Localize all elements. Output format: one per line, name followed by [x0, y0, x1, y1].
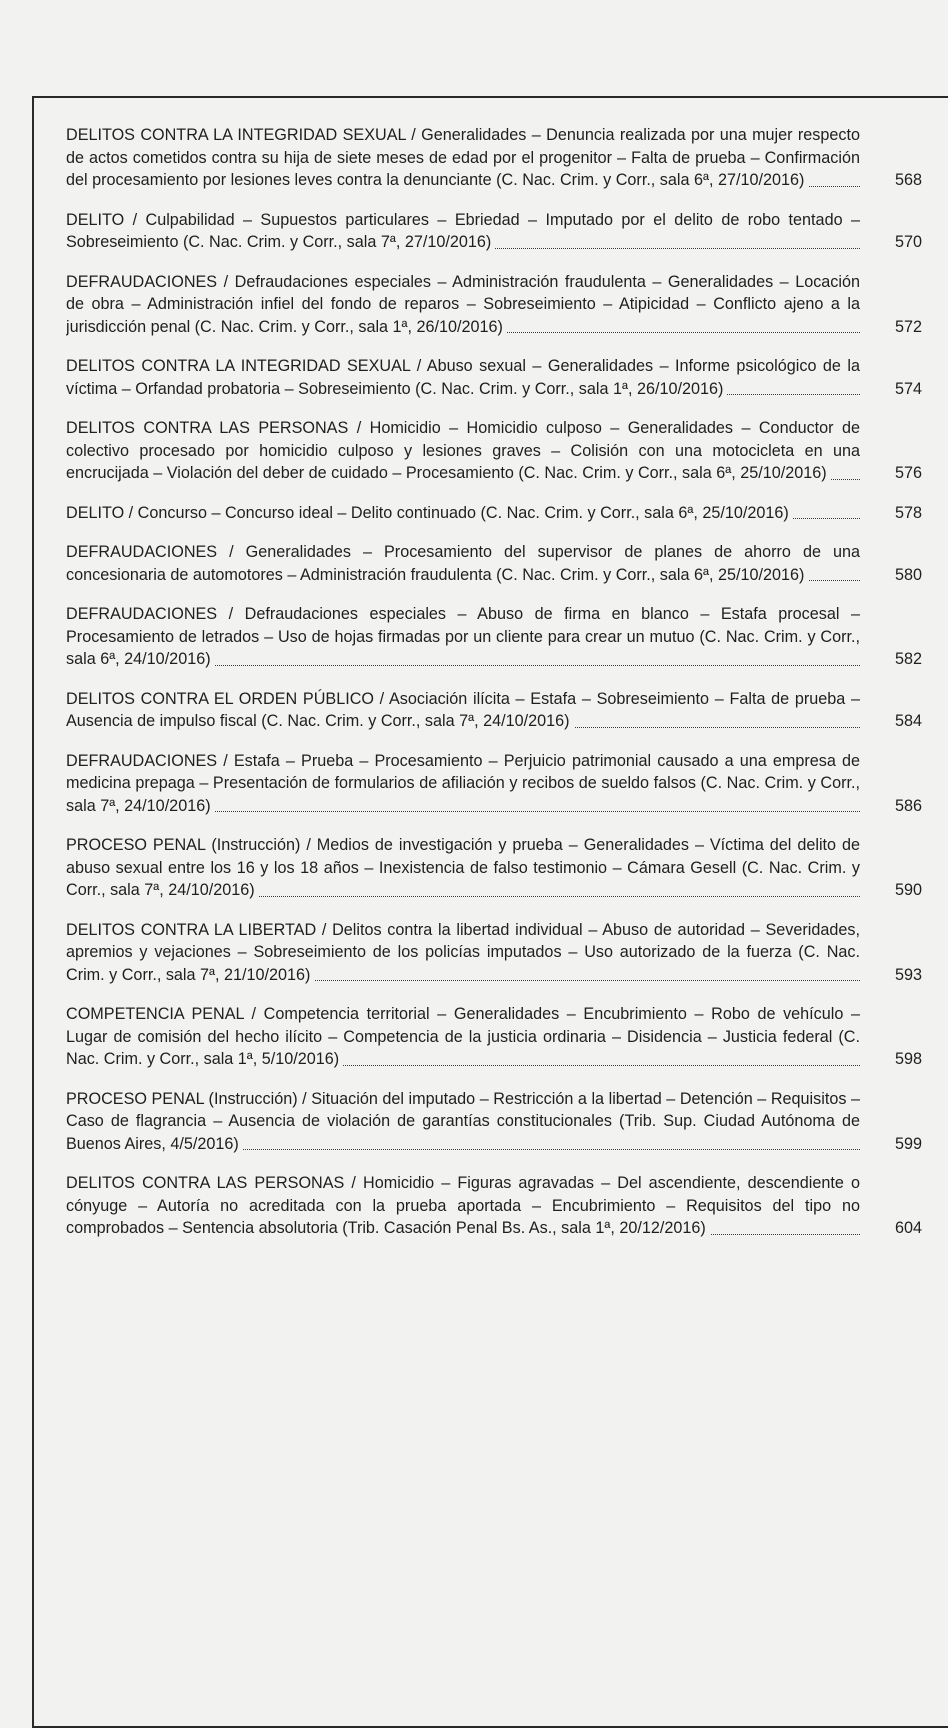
- toc-entry-page-number: 584: [894, 712, 922, 730]
- toc-entry-text: PROCESO PENAL (Instrucción) / Medios de investigación y prueba – Generalidades – Víctima del delito de abuso sexual entre los 16 y los 18 años – Inexistencia de falso testimonio – Cámara Gesell (C. Nac. Crim. y Corr., sala 7ª, 24/10/2016): [66, 836, 860, 899]
- toc-entry-text: PROCESO PENAL (Instrucción) / Situación del imputado – Restricción a la libertad – Detención – Requisitos – Caso de flagrancia – Ausencia de violación de garantías constitucionales (Trib. Sup. Ciudad Autónoma de Buenos Aires, 4/5/2016): [66, 1089, 860, 1153]
- toc-entry-page-number: 604: [894, 1219, 922, 1237]
- toc-entry-text: DELITO / Culpabilidad – Supuestos particulares – Ebriedad – Imputado por el delito de robo tentado – Sobreseimiento (C. Nac. Crim. y Corr., sala 7ª, 27/10/2016): [66, 210, 860, 251]
- toc-entry-page-number: 593: [894, 965, 922, 984]
- toc-entry-page-number: 570: [894, 233, 922, 251]
- toc-entry-page-number: 598: [894, 1050, 922, 1068]
- toc-entry-page-number: 576: [894, 464, 922, 482]
- toc-entry[interactable]: [66, 209, 922, 254]
- toc-entry-text: DELITO / Concurso – Concurso ideal – Delito continuado (C. Nac. Crim. y Corr., sala 6ª, 25/10/2016): [66, 504, 793, 522]
- toc-entry-text-block: [66, 1172, 922, 1240]
- toc-entry-page-number: 599: [894, 1134, 922, 1153]
- toc-entry-page-number: 574: [894, 379, 922, 398]
- toc-entry[interactable]: [66, 688, 922, 733]
- toc-entry-text-block: [66, 124, 922, 192]
- toc-entry-text-block: [66, 688, 922, 733]
- toc-entry-text: DEFRAUDACIONES / Generalidades – Procesamiento del supervisor de planes de ahorro de una concesionaria de automotores – Administración fraudulenta (C. Nac. Crim. y Corr., sala 6ª, 25/10/2016): [66, 543, 860, 584]
- toc-entry-text-block: [66, 919, 922, 987]
- toc-entry[interactable]: [66, 834, 922, 902]
- toc-entry[interactable]: [66, 919, 922, 987]
- toc-entry-text: DELITOS CONTRA LA LIBERTAD / Delitos contra la libertad individual – Abuso de autoridad – Severidades, apremios y vejaciones – Sobreseimiento de los policías imputados – Uso autorizado de la fuerza (C. Nac. Crim. y Corr., sala 7ª, 21/10/2016): [66, 920, 860, 984]
- toc-entry[interactable]: [66, 124, 922, 192]
- toc-entry-text: DEFRAUDACIONES / Estafa – Prueba – Procesamiento – Perjuicio patrimonial causado a una empresa de medicina prepaga – Presentación de formularios de afiliación y recibos de sueldo falsos (C. Nac. Crim. y Corr., sala 7ª, 24/10/2016): [66, 751, 860, 815]
- table-of-contents: [66, 124, 922, 1257]
- toc-entry-text-block: [66, 417, 922, 485]
- toc-entry-page-number: 582: [894, 650, 922, 668]
- toc-entry-page-number: 586: [894, 796, 922, 815]
- toc-entry-text: DEFRAUDACIONES / Defraudaciones especiales – Abuso de firma en blanco – Estafa procesal – Procesamiento de letrados – Uso de hojas firmadas por un cliente para crear un mutuo (C. Nac. Crim. y Corr., sala 6ª, 24/10/2016): [66, 605, 860, 668]
- toc-entry[interactable]: [66, 502, 922, 525]
- toc-entry-text: DELITOS CONTRA LA INTEGRIDAD SEXUAL / Abuso sexual – Generalidades – Informe psicológico de la víctima – Orfandad probatoria – Sobreseimiento (C. Nac. Crim. y Corr., sala 1ª, 26/10/2016): [66, 357, 860, 398]
- toc-entry[interactable]: [66, 603, 922, 671]
- toc-entry-text-block: [66, 603, 922, 671]
- toc-entry-text-block: [66, 271, 922, 339]
- toc-entry[interactable]: [66, 750, 922, 818]
- toc-entry-text-block: [66, 1088, 922, 1156]
- toc-entry-text-block: [66, 750, 922, 818]
- toc-entry[interactable]: [66, 417, 922, 485]
- toc-entry-text-block: [66, 355, 922, 400]
- toc-entry[interactable]: [66, 1172, 922, 1240]
- toc-entry-text-block: [66, 502, 922, 525]
- toc-entry-text: DELITOS CONTRA LAS PERSONAS / Homicidio – Figuras agravadas – Del ascendiente, descendiente o cónyuge – Autoría no acreditada con la prueba aportada – Encubrimiento – Requisitos del tipo no comprobados – Sentencia absolutoria (Trib. Casación Penal Bs. As., sala 1ª, 20/12/2016): [66, 1174, 860, 1237]
- toc-entry[interactable]: [66, 1088, 922, 1156]
- toc-entry-text: DELITOS CONTRA LAS PERSONAS / Homicidio – Homicidio culposo – Generalidades – Conductor de colectivo procesado por homicidio culposo y lesiones graves – Colisión con una motocicleta en una encrucijada – Violación del deber de cuidado – Procesamiento (C. Nac. Crim. y Corr., sala 6ª, 25/10/2016): [66, 419, 860, 482]
- toc-entry-text: DELITOS CONTRA LA INTEGRIDAD SEXUAL / Generalidades – Denuncia realizada por una mujer respecto de actos cometidos contra su hija de siete meses de edad por el progenitor – Falta de prueba – Confirmación del procesamiento por lesiones leves contra la denunciante (C. Nac. Crim. y Corr., sala 6ª, 27/10/2016): [66, 126, 860, 189]
- toc-entry-text-block: [66, 1003, 922, 1071]
- toc-entry[interactable]: [66, 355, 922, 400]
- toc-entry-text-block: [66, 834, 922, 902]
- toc-entry-page-number: 590: [894, 881, 922, 899]
- toc-entry[interactable]: [66, 1003, 922, 1071]
- toc-entry-text-block: [66, 209, 922, 254]
- toc-entry-page-number: 568: [894, 171, 922, 189]
- toc-entry-page-number: 572: [894, 317, 922, 336]
- toc-entry[interactable]: [66, 541, 922, 586]
- toc-entry[interactable]: [66, 271, 922, 339]
- toc-entry-text: DELITOS CONTRA EL ORDEN PÚBLICO / Asociación ilícita – Estafa – Sobreseimiento – Falta de prueba – Ausencia de impulso fiscal (C. Nac. Crim. y Corr., sala 7ª, 24/10/2016): [66, 689, 860, 730]
- toc-entry-page-number: 580: [894, 565, 922, 584]
- toc-entry-page-number: 578: [894, 503, 922, 522]
- toc-entry-text: COMPETENCIA PENAL / Competencia territorial – Generalidades – Encubrimiento – Robo de vehículo – Lugar de comisión del hecho ilícito – Competencia de la justicia ordinaria – Disidencia – Justicia federal (C. Nac. Crim. y Corr., sala 1ª, 5/10/2016): [66, 1005, 860, 1068]
- toc-entry-text: DEFRAUDACIONES / Defraudaciones especiales – Administración fraudulenta – Generalidades – Locación de obra – Administración infiel del fondo de reparos – Sobreseimiento – Atipicidad – Conflicto ajeno a la jurisdicción penal (C. Nac. Crim. y Corr., sala 1ª, 26/10/2016): [66, 272, 860, 336]
- toc-entry-text-block: [66, 541, 922, 586]
